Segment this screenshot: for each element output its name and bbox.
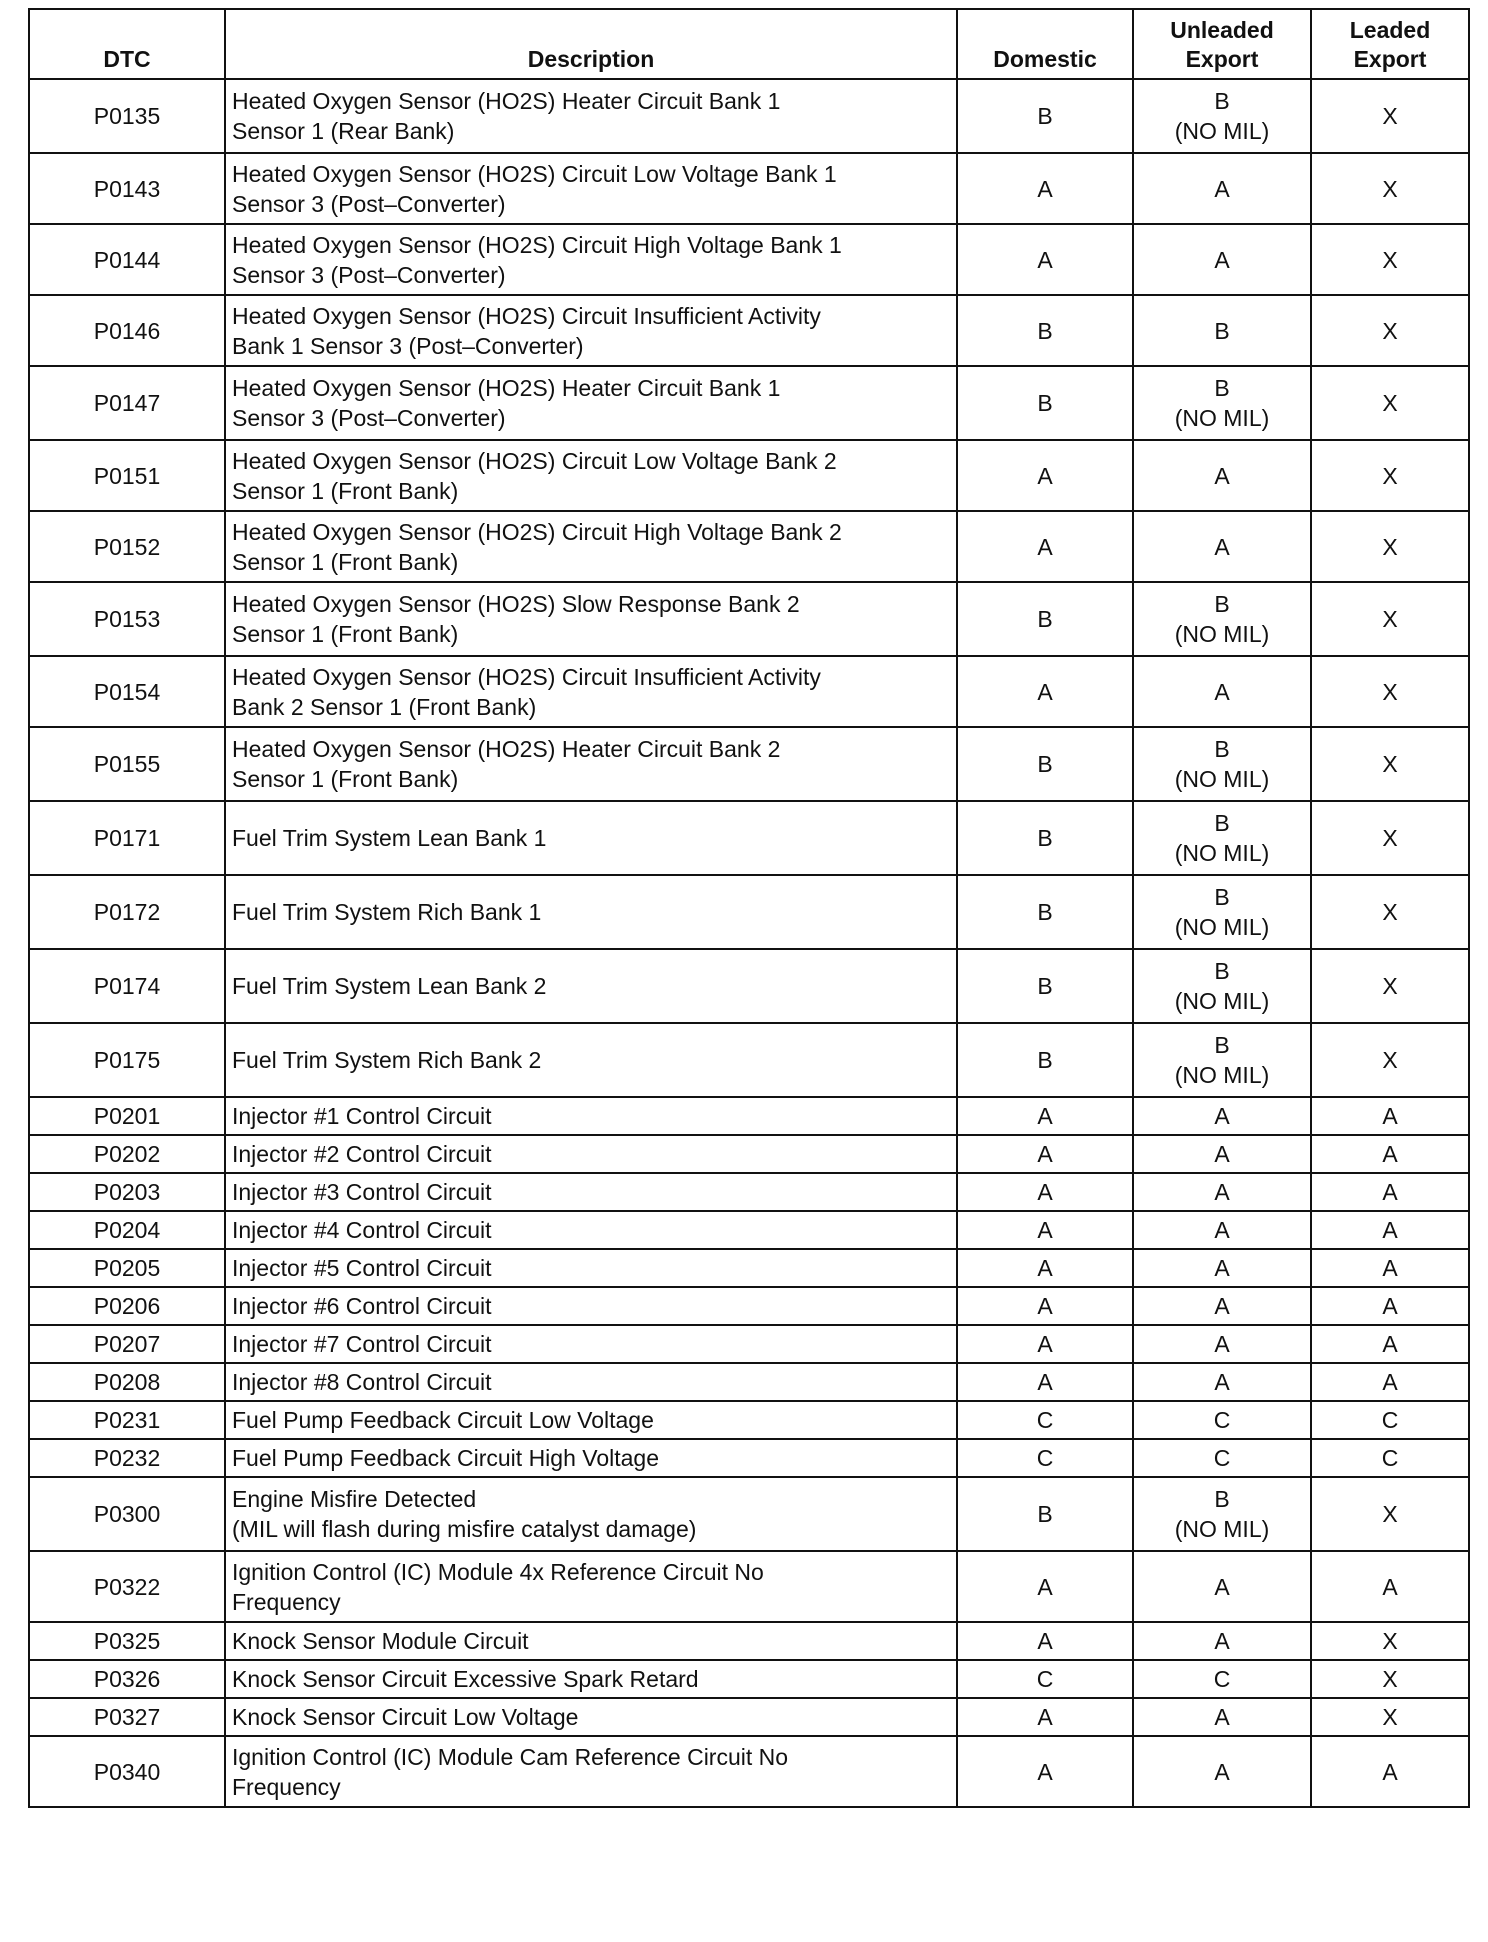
dtc-code: P0205 — [29, 1249, 225, 1287]
description-line-1: Fuel Trim System Rich Bank 1 — [232, 899, 542, 925]
unleaded-export-class: A — [1214, 1704, 1230, 1730]
unleaded-export-value — [1133, 949, 1311, 1023]
unleaded-export-value — [1133, 1325, 1311, 1363]
dtc-code: P0340 — [29, 1736, 225, 1807]
table-row — [29, 1097, 1469, 1135]
leaded-export-value: X — [1311, 366, 1469, 440]
leaded-export-value: X — [1311, 656, 1469, 727]
leaded-export-value: X — [1311, 727, 1469, 801]
table-row — [29, 366, 1469, 440]
description-line-1: Heated Oxygen Sensor (HO2S) Circuit Insufficient Activity — [232, 302, 821, 329]
table-row — [29, 1135, 1469, 1173]
unleaded-export-value — [1133, 875, 1311, 949]
description-line-1: Engine Misfire Detected — [232, 1486, 477, 1512]
dtc-description — [225, 1135, 957, 1173]
table-row — [29, 656, 1469, 727]
unleaded-export-value — [1133, 1551, 1311, 1622]
dtc-description — [225, 1173, 957, 1211]
leaded-export-value: X — [1311, 1622, 1469, 1660]
description-line-1: Injector #6 Control Circuit — [232, 1293, 492, 1319]
unleaded-export-class: A — [1214, 1331, 1230, 1357]
unleaded-export-value — [1133, 1097, 1311, 1135]
unleaded-export-class: A — [1214, 533, 1230, 560]
dtc-description — [225, 295, 957, 366]
unleaded-export-class: B — [1214, 88, 1230, 114]
domestic-value: A — [957, 511, 1133, 582]
table-row — [29, 1173, 1469, 1211]
table-row — [29, 582, 1469, 656]
leaded-export-value: A — [1311, 1135, 1469, 1173]
table-row — [29, 1698, 1469, 1736]
unleaded-export-value — [1133, 1660, 1311, 1698]
leaded-export-value: X — [1311, 875, 1469, 949]
unleaded-export-class: B — [1214, 317, 1230, 344]
table-row — [29, 1736, 1469, 1807]
description-line-1: Injector #7 Control Circuit — [232, 1331, 492, 1357]
dtc-code: P0201 — [29, 1097, 225, 1135]
table-row — [29, 1401, 1469, 1439]
dtc-description — [225, 79, 957, 153]
dtc-description — [225, 949, 957, 1023]
dtc-code: P0151 — [29, 440, 225, 511]
description-line-1: Injector #5 Control Circuit — [232, 1255, 492, 1281]
domestic-value: B — [957, 366, 1133, 440]
description-line-2: Sensor 3 (Post–Converter) — [232, 405, 506, 431]
unleaded-export-class: B — [1214, 884, 1230, 910]
description-line-2: Bank 2 Sensor 1 (Front Bank) — [232, 693, 537, 720]
description-line-1: Fuel Trim System Rich Bank 2 — [232, 1047, 542, 1073]
dtc-code: P0300 — [29, 1477, 225, 1551]
description-line-1: Heated Oxygen Sensor (HO2S) Slow Response Bank 2 — [232, 591, 800, 617]
unleaded-export-class: A — [1214, 1141, 1230, 1167]
domestic-value: A — [957, 1287, 1133, 1325]
unleaded-export-class: B — [1214, 736, 1230, 762]
no-mil-note: (NO MIL) — [1174, 988, 1270, 1014]
leaded-export-value: X — [1311, 153, 1469, 224]
leaded-export-value: A — [1311, 1325, 1469, 1363]
dtc-code: P0231 — [29, 1401, 225, 1439]
unleaded-export-class: A — [1214, 1217, 1230, 1243]
domestic-value: A — [957, 1363, 1133, 1401]
domestic-value: C — [957, 1660, 1133, 1698]
unleaded-export-value — [1133, 440, 1311, 511]
table-row — [29, 875, 1469, 949]
dtc-description — [225, 582, 957, 656]
description-line-1: Heated Oxygen Sensor (HO2S) Circuit High Voltage Bank 1 — [232, 231, 842, 258]
table-row — [29, 295, 1469, 366]
domestic-value: B — [957, 727, 1133, 801]
header-leaded-line2: Export — [1353, 46, 1427, 72]
dtc-description — [225, 440, 957, 511]
unleaded-export-value — [1133, 1363, 1311, 1401]
header-leaded-export — [1311, 9, 1469, 79]
table-row — [29, 1439, 1469, 1477]
unleaded-export-value — [1133, 1173, 1311, 1211]
dtc-code: P0206 — [29, 1287, 225, 1325]
unleaded-export-value — [1133, 1622, 1311, 1660]
table-row — [29, 1551, 1469, 1622]
domestic-value: C — [957, 1401, 1133, 1439]
unleaded-export-value — [1133, 1401, 1311, 1439]
table-row — [29, 1287, 1469, 1325]
table-row — [29, 1660, 1469, 1698]
dtc-description — [225, 511, 957, 582]
table-row — [29, 1477, 1469, 1551]
dtc-description — [225, 366, 957, 440]
description-line-1: Ignition Control (IC) Module 4x Reference Circuit No — [232, 1558, 764, 1585]
dtc-description — [225, 1097, 957, 1135]
dtc-table — [28, 8, 1470, 1808]
leaded-export-value: X — [1311, 1660, 1469, 1698]
description-line-2: Bank 1 Sensor 3 (Post–Converter) — [232, 332, 584, 359]
dtc-code: P0326 — [29, 1660, 225, 1698]
table-row — [29, 727, 1469, 801]
dtc-description — [225, 1325, 957, 1363]
description-line-1: Injector #8 Control Circuit — [232, 1369, 492, 1395]
unleaded-export-class: B — [1214, 1032, 1230, 1058]
description-line-1: Heated Oxygen Sensor (HO2S) Circuit High Voltage Bank 2 — [232, 518, 842, 545]
dtc-code: P0143 — [29, 153, 225, 224]
leaded-export-value: X — [1311, 79, 1469, 153]
dtc-code: P0135 — [29, 79, 225, 153]
domestic-value: A — [957, 224, 1133, 295]
description-line-1: Knock Sensor Module Circuit — [232, 1628, 529, 1654]
no-mil-note: (NO MIL) — [1174, 840, 1270, 866]
dtc-code: P0232 — [29, 1439, 225, 1477]
header-unleaded-line1: Unleaded — [1170, 17, 1274, 43]
table-row — [29, 224, 1469, 295]
domestic-value: B — [957, 79, 1133, 153]
table-row — [29, 1325, 1469, 1363]
dtc-code: P0171 — [29, 801, 225, 875]
description-line-1: Injector #3 Control Circuit — [232, 1179, 492, 1205]
table-row — [29, 511, 1469, 582]
unleaded-export-value — [1133, 79, 1311, 153]
description-line-1: Heated Oxygen Sensor (HO2S) Heater Circuit Bank 1 — [232, 88, 781, 114]
unleaded-export-class: A — [1214, 1573, 1230, 1600]
dtc-code: P0203 — [29, 1173, 225, 1211]
leaded-export-value: X — [1311, 440, 1469, 511]
unleaded-export-class: A — [1214, 1293, 1230, 1319]
description-line-2: Sensor 1 (Front Bank) — [232, 477, 459, 504]
unleaded-export-value — [1133, 224, 1311, 295]
dtc-code: P0154 — [29, 656, 225, 727]
dtc-description — [225, 1622, 957, 1660]
dtc-description — [225, 1401, 957, 1439]
unleaded-export-class: A — [1214, 1179, 1230, 1205]
table-row — [29, 1622, 1469, 1660]
description-line-2: (MIL will flash during misfire catalyst damage) — [232, 1516, 697, 1542]
description-line-1: Fuel Pump Feedback Circuit High Voltage — [232, 1445, 659, 1471]
no-mil-note: (NO MIL) — [1174, 766, 1270, 792]
unleaded-export-value — [1133, 656, 1311, 727]
dtc-description — [225, 801, 957, 875]
description-line-2: Sensor 3 (Post–Converter) — [232, 261, 506, 288]
domestic-value: A — [957, 1211, 1133, 1249]
description-line-1: Fuel Trim System Lean Bank 2 — [232, 973, 547, 999]
description-line-1: Fuel Pump Feedback Circuit Low Voltage — [232, 1407, 654, 1433]
leaded-export-value: X — [1311, 1477, 1469, 1551]
dtc-description — [225, 1439, 957, 1477]
domestic-value: A — [957, 1551, 1133, 1622]
domestic-value: B — [957, 295, 1133, 366]
leaded-export-value: A — [1311, 1736, 1469, 1807]
unleaded-export-value — [1133, 1135, 1311, 1173]
domestic-value: B — [957, 1023, 1133, 1097]
unleaded-export-class: C — [1213, 1445, 1231, 1471]
domestic-value: B — [957, 801, 1133, 875]
unleaded-export-value — [1133, 1023, 1311, 1097]
table-row — [29, 1023, 1469, 1097]
dtc-code: P0327 — [29, 1698, 225, 1736]
leaded-export-value: A — [1311, 1363, 1469, 1401]
dtc-description — [225, 1211, 957, 1249]
header-unleaded-export — [1133, 9, 1311, 79]
unleaded-export-value — [1133, 801, 1311, 875]
description-line-1: Heated Oxygen Sensor (HO2S) Circuit Insufficient Activity — [232, 663, 821, 690]
document-page — [28, 8, 1468, 1808]
unleaded-export-class: A — [1214, 1628, 1230, 1654]
dtc-code: P0204 — [29, 1211, 225, 1249]
header-unleaded-line2: Export — [1185, 46, 1259, 72]
unleaded-export-class: B — [1214, 958, 1230, 984]
description-line-1: Ignition Control (IC) Module Cam Reference Circuit No — [232, 1743, 789, 1770]
unleaded-export-value — [1133, 1698, 1311, 1736]
leaded-export-value: X — [1311, 949, 1469, 1023]
domestic-value: A — [957, 440, 1133, 511]
domestic-value: B — [957, 875, 1133, 949]
table-row — [29, 1363, 1469, 1401]
domestic-value: A — [957, 1698, 1133, 1736]
leaded-export-value: A — [1311, 1211, 1469, 1249]
table-row — [29, 153, 1469, 224]
dtc-code: P0174 — [29, 949, 225, 1023]
domestic-value: A — [957, 1622, 1133, 1660]
dtc-code: P0152 — [29, 511, 225, 582]
description-line-2: Sensor 1 (Front Bank) — [232, 548, 459, 575]
dtc-code: P0322 — [29, 1551, 225, 1622]
no-mil-note: (NO MIL) — [1174, 118, 1270, 144]
description-line-1: Heated Oxygen Sensor (HO2S) Heater Circuit Bank 1 — [232, 375, 781, 401]
dtc-code: P0175 — [29, 1023, 225, 1097]
domestic-value: A — [957, 656, 1133, 727]
unleaded-export-class: A — [1214, 678, 1230, 705]
dtc-description — [225, 656, 957, 727]
description-line-1: Injector #2 Control Circuit — [232, 1141, 492, 1167]
domestic-value: C — [957, 1439, 1133, 1477]
dtc-code: P0325 — [29, 1622, 225, 1660]
leaded-export-value: X — [1311, 1023, 1469, 1097]
domestic-value: B — [957, 949, 1133, 1023]
unleaded-export-class: A — [1214, 462, 1230, 489]
dtc-description — [225, 875, 957, 949]
unleaded-export-value — [1133, 1287, 1311, 1325]
no-mil-note: (NO MIL) — [1174, 914, 1270, 940]
unleaded-export-value — [1133, 1211, 1311, 1249]
no-mil-note: (NO MIL) — [1174, 1516, 1270, 1542]
header-leaded-line1: Leaded — [1349, 17, 1431, 43]
no-mil-note: (NO MIL) — [1174, 405, 1270, 431]
unleaded-export-class: C — [1213, 1666, 1231, 1692]
dtc-code: P0144 — [29, 224, 225, 295]
dtc-description — [225, 1551, 957, 1622]
description-line-2: Sensor 1 (Front Bank) — [232, 621, 459, 647]
leaded-export-value: X — [1311, 511, 1469, 582]
description-line-1: Heated Oxygen Sensor (HO2S) Circuit Low Voltage Bank 1 — [232, 160, 837, 187]
dtc-code: P0207 — [29, 1325, 225, 1363]
leaded-export-value: X — [1311, 1698, 1469, 1736]
leaded-export-value: X — [1311, 801, 1469, 875]
description-line-2: Frequency — [232, 1773, 341, 1800]
leaded-export-value: X — [1311, 582, 1469, 656]
dtc-description — [225, 1023, 957, 1097]
dtc-description — [225, 1698, 957, 1736]
domestic-value: A — [957, 1736, 1133, 1807]
description-line-1: Knock Sensor Circuit Low Voltage — [232, 1704, 579, 1730]
domestic-value: B — [957, 582, 1133, 656]
unleaded-export-class: A — [1214, 1758, 1230, 1785]
description-line-1: Heated Oxygen Sensor (HO2S) Heater Circuit Bank 2 — [232, 736, 781, 762]
domestic-value: A — [957, 1097, 1133, 1135]
leaded-export-value: A — [1311, 1287, 1469, 1325]
domestic-value: A — [957, 1135, 1133, 1173]
unleaded-export-value — [1133, 582, 1311, 656]
unleaded-export-value — [1133, 727, 1311, 801]
description-line-2: Sensor 1 (Rear Bank) — [232, 118, 455, 144]
domestic-value: A — [957, 153, 1133, 224]
unleaded-export-class: A — [1214, 1255, 1230, 1281]
dtc-code: P0155 — [29, 727, 225, 801]
leaded-export-value: A — [1311, 1173, 1469, 1211]
unleaded-export-value — [1133, 295, 1311, 366]
leaded-export-value: X — [1311, 224, 1469, 295]
table-row — [29, 79, 1469, 153]
dtc-description — [225, 153, 957, 224]
leaded-export-value: X — [1311, 295, 1469, 366]
table-row — [29, 801, 1469, 875]
description-line-1: Injector #4 Control Circuit — [232, 1217, 492, 1243]
description-line-2: Sensor 3 (Post–Converter) — [232, 190, 506, 217]
table-header-row — [29, 9, 1469, 79]
dtc-code: P0208 — [29, 1363, 225, 1401]
dtc-code: P0146 — [29, 295, 225, 366]
header-domestic: Domestic — [957, 9, 1133, 79]
header-dtc: DTC — [29, 9, 225, 79]
dtc-description — [225, 1660, 957, 1698]
dtc-description — [225, 1287, 957, 1325]
dtc-description — [225, 224, 957, 295]
domestic-value: A — [957, 1249, 1133, 1287]
unleaded-export-class: B — [1214, 810, 1230, 836]
unleaded-export-class: A — [1214, 175, 1230, 202]
unleaded-export-class: B — [1214, 591, 1230, 617]
dtc-code: P0172 — [29, 875, 225, 949]
unleaded-export-value — [1133, 1736, 1311, 1807]
dtc-description — [225, 727, 957, 801]
description-line-2: Sensor 1 (Front Bank) — [232, 766, 459, 792]
leaded-export-value: C — [1311, 1439, 1469, 1477]
table-body — [29, 79, 1469, 1807]
leaded-export-value: A — [1311, 1551, 1469, 1622]
unleaded-export-value — [1133, 1439, 1311, 1477]
unleaded-export-value — [1133, 1477, 1311, 1551]
domestic-value: A — [957, 1173, 1133, 1211]
table-row — [29, 949, 1469, 1023]
no-mil-note: (NO MIL) — [1174, 621, 1270, 647]
header-description: Description — [225, 9, 957, 79]
unleaded-export-class: B — [1214, 375, 1230, 401]
unleaded-export-class: A — [1214, 246, 1230, 273]
description-line-1: Knock Sensor Circuit Excessive Spark Retard — [232, 1666, 699, 1692]
table-row — [29, 1211, 1469, 1249]
leaded-export-value: A — [1311, 1097, 1469, 1135]
unleaded-export-value — [1133, 511, 1311, 582]
domestic-value: A — [957, 1325, 1133, 1363]
domestic-value: B — [957, 1477, 1133, 1551]
no-mil-note: (NO MIL) — [1174, 1062, 1270, 1088]
unleaded-export-value — [1133, 366, 1311, 440]
dtc-code: P0147 — [29, 366, 225, 440]
unleaded-export-value — [1133, 153, 1311, 224]
dtc-description — [225, 1736, 957, 1807]
dtc-description — [225, 1249, 957, 1287]
leaded-export-value: A — [1311, 1249, 1469, 1287]
table-row — [29, 440, 1469, 511]
unleaded-export-class: C — [1213, 1407, 1231, 1433]
leaded-export-value: C — [1311, 1401, 1469, 1439]
dtc-code: P0153 — [29, 582, 225, 656]
description-line-2: Frequency — [232, 1588, 341, 1615]
unleaded-export-value — [1133, 1249, 1311, 1287]
unleaded-export-class: A — [1214, 1103, 1230, 1129]
unleaded-export-class: B — [1214, 1486, 1230, 1512]
unleaded-export-class: A — [1214, 1369, 1230, 1395]
table-row — [29, 1249, 1469, 1287]
dtc-code: P0202 — [29, 1135, 225, 1173]
dtc-description — [225, 1363, 957, 1401]
description-line-1: Heated Oxygen Sensor (HO2S) Circuit Low Voltage Bank 2 — [232, 447, 837, 474]
dtc-description — [225, 1477, 957, 1551]
description-line-1: Fuel Trim System Lean Bank 1 — [232, 825, 547, 851]
description-line-1: Injector #1 Control Circuit — [232, 1103, 492, 1129]
